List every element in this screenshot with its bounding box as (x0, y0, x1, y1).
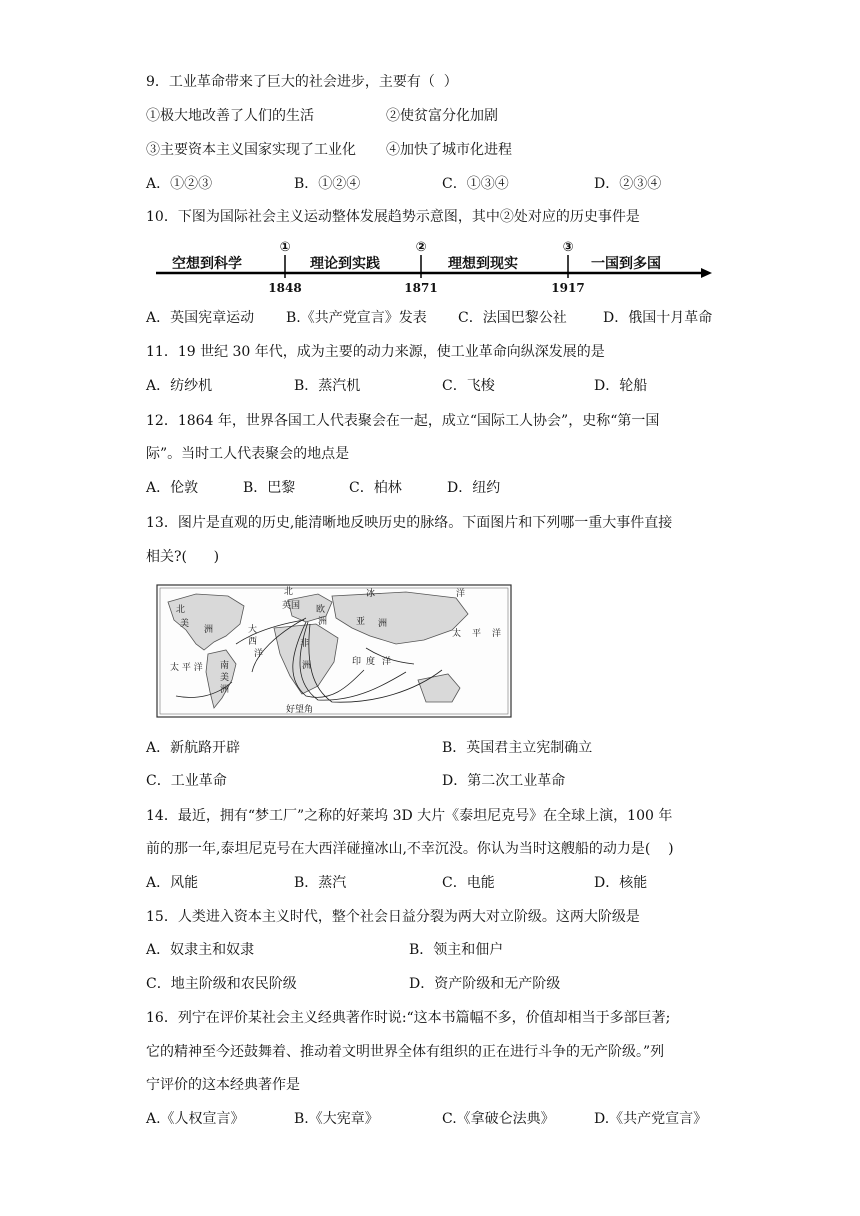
q16-stem-line-2: 它的精神至今还鼓舞着、推动着文明世界全体有组织的正在进行斗争的无产阶级。”列 (146, 1044, 665, 1060)
q15-option-b: B．领主和佃户 (409, 942, 504, 958)
q14-stem-line-1: 14．最近，拥有“梦工厂”之称的好莱坞 3D 大片《泰坦尼克号》在全球上演，100 年 (146, 808, 673, 824)
q15-option-a: A．奴隶主和奴隶 (146, 942, 255, 958)
timeline-year-3: 1917 (551, 281, 585, 295)
q10-stem: 10．下图为国际社会主义运动整体发展趋势示意图，其中②处对应的历史事件是 (146, 209, 640, 225)
map-label-europe-2: 洲 (318, 617, 328, 627)
q15-option-d: D．资产阶级和无产阶级 (409, 976, 561, 992)
map-label-asia-2: 洲 (378, 619, 388, 629)
q9-stem: 9．工业革命带来了巨大的社会进步，主要有（ ） (146, 74, 458, 90)
map-label-britain: 英国 (282, 601, 301, 611)
q10-option-b: B.《共产党宣言》发表 (286, 310, 427, 326)
q11-stem: 11．19 世纪 30 年代，成为主要的动力来源，使工业革命向纵深发展的是 (146, 344, 605, 360)
timeline-marker-3: ③ (562, 240, 574, 255)
q9-option-d: D．②③④ (594, 176, 662, 192)
q12-option-a: A．伦敦 (146, 480, 199, 496)
map-label-atlantic-3: 洋 (254, 649, 264, 659)
map-label-asia-1: 亚 (356, 617, 366, 627)
map-label-indian-2: 度 (366, 657, 376, 667)
q11-option-d: D．轮船 (594, 378, 648, 394)
map-label-indian-3: 洋 (382, 657, 392, 667)
q9-item-4: ④加快了城市化进程 (386, 142, 512, 158)
map-label-pacific-1: 太 (452, 629, 462, 639)
q15-option-c: C．地主阶级和农民阶级 (146, 976, 297, 992)
q9-item-2: ②使贫富分化加剧 (386, 108, 498, 124)
map-label-arctic-1: 北 (284, 587, 294, 597)
q11-option-c: C．飞梭 (442, 378, 495, 394)
map-label-south-3: 洲 (220, 685, 230, 695)
q16-stem-line-3: 宁评价的这本经典著作是 (146, 1077, 300, 1093)
q10-option-a: A．英国宪章运动 (146, 310, 255, 326)
timeline-segment-1: 空想到科学 (172, 256, 242, 272)
q14-option-c: C．电能 (442, 875, 495, 891)
q10-option-d: D．俄国十月革命 (603, 310, 713, 326)
timeline-marker-1: ① (279, 240, 291, 255)
q9-option-c: C．①③④ (442, 176, 509, 192)
q9-item-1: ①极大地改善了人们的生活 (146, 108, 314, 124)
map-label-south-1: 南 (220, 661, 230, 671)
map-label-arctic-3: 洋 (456, 589, 466, 599)
q12-stem-line-2: 际”。当时工人代表聚会的地点是 (146, 446, 350, 462)
q15-stem: 15．人类进入资本主义时代，整个社会日益分裂为两大对立阶级。这两大阶级是 (146, 909, 640, 925)
q12-option-c: C．柏林 (349, 480, 402, 496)
q14-option-d: D．核能 (594, 875, 648, 891)
q13-option-c: C．工业革命 (146, 773, 227, 789)
map-label-cape-good-hope: 好望角 (286, 705, 314, 715)
map-label-continent-1: 洲 (204, 625, 214, 635)
q14-option-b: B．蒸汽 (294, 875, 347, 891)
timeline-segment-3: 理想到现实 (448, 256, 518, 272)
q14-stem-line-2: 前的那一年,泰坦尼克号在大西洋碰撞冰山,不幸沉没。你认为当时这艘船的动力是( ) (146, 841, 674, 857)
map-label-america-1: 美 (180, 619, 190, 629)
q11-option-a: A．纺纱机 (146, 378, 213, 394)
q13-option-d: D．第二次工业革命 (442, 773, 566, 789)
q10-option-c: C．法国巴黎公社 (458, 310, 567, 326)
q13-stem-line-2: 相关?( ) (146, 549, 220, 565)
map-label-africa-1: 非 (300, 639, 310, 649)
map-label-north: 北 (176, 605, 186, 615)
map-label-europe-1: 欧 (316, 605, 326, 615)
map-label-atlantic-2: 西 (248, 637, 258, 647)
map-label-indian-1: 印 (352, 657, 362, 667)
map-label-south-2: 美 (220, 673, 230, 683)
q12-option-d: D．纽约 (447, 480, 501, 496)
q11-option-b: B．蒸汽机 (294, 378, 361, 394)
q12-option-b: B．巴黎 (243, 480, 296, 496)
timeline-year-2: 1871 (404, 281, 438, 295)
timeline-segment-4: 一国到多国 (591, 256, 661, 272)
q16-option-c: C.《拿破仑法典》 (442, 1111, 555, 1127)
map-label-pacific-3: 洋 (492, 629, 502, 639)
q12-stem-line-1: 12．1864 年，世界各国工人代表聚会在一起，成立“国际工人协会”，史称“第一国 (146, 413, 660, 429)
timeline-marker-2: ② (415, 240, 427, 255)
q13-option-b: B．英国君主立宪制确立 (442, 740, 593, 756)
q9-item-3: ③主要资本主义国家实现了工业化 (146, 142, 356, 158)
q16-option-b: B.《大宪章》 (294, 1111, 379, 1127)
q9-option-a: A．①②③ (146, 176, 213, 192)
q9-option-b: B．①②④ (294, 176, 361, 192)
q16-stem-line-1: 16．列宁在评价某社会主义经典著作时说:“这本书篇幅不多，价值却相当于多部巨著; (146, 1010, 671, 1026)
map-label-arctic-2: 冰 (366, 589, 376, 599)
q16-option-d: D.《共产党宣言》 (594, 1111, 708, 1127)
q13-stem-line-1: 13．图片是直观的历史,能清晰地反映历史的脉络。下面图片和下列哪一重大事件直接 (146, 515, 673, 531)
q13-world-map-figure (156, 584, 512, 718)
map-label-pacific-west: 太 平 洋 (170, 663, 203, 673)
q13-option-a: A．新航路开辟 (146, 740, 241, 756)
q16-option-a: A.《人权宣言》 (146, 1111, 245, 1127)
map-label-africa-2: 洲 (302, 661, 312, 671)
map-label-atlantic-1: 大 (248, 625, 258, 635)
q10-timeline-figure (146, 238, 714, 296)
map-label-pacific-2: 平 (472, 629, 482, 639)
timeline-segment-2: 理论到实践 (310, 256, 380, 272)
q14-option-a: A．风能 (146, 875, 199, 891)
timeline-year-1: 1848 (268, 281, 302, 295)
